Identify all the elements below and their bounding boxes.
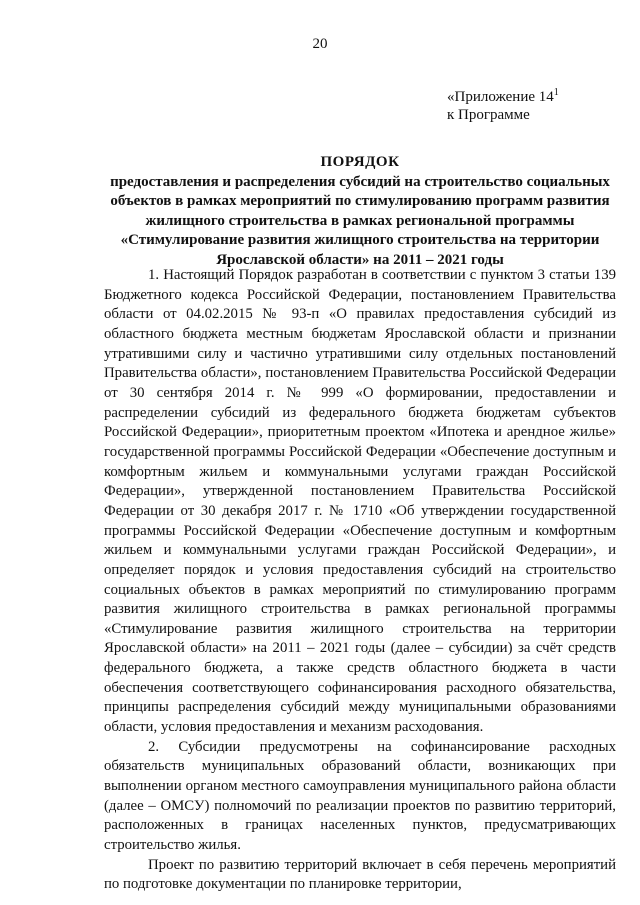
document-heading [104, 153, 616, 270]
appendix-line-1 [447, 88, 559, 106]
appendix-label: «Приложение 14 [447, 89, 554, 105]
paragraph-1: 1. Настоящий Порядок разработан в соответствии с пунктом 3 статьи 139 Бюджетного кодекса Российской Федерации, постановлением Правительства области от 04.02.2015 № 93-п «О правилах предоставления субсидий из областного бюджета местным бюджетам Ярославской области и признании утратившими силу и частично утратившими силу отдельных постановлений Правительства области», постановлением Правительства Российской Федерации от 30 сентября 2014 г. № 999 «О формировании, предоставлении и распределении субсидий из федерального бюджета бюджетам субъектов Российской Федерации», приоритетным проектом «Ипотека и арендное жилье» государственной программы Российской Федерации «Обеспечение доступным и комфортным жильем и коммунальными услугами граждан Российской Федерации», утвержденной постановлением Правительства Российской Федерации от 30 декабря 2017 г. № 1710 «Об утверждении государственной программы Российской Федерации «Обеспечение доступным и комфортным жильем и коммунальными услугами граждан Российской Федерации», и определяет порядок и условия предоставления субсидий на строительство социальных объектов в рамках мероприятий по стимулированию программ развития жилищного строительства в рамках региональной программы «Стимулирование развития жилищного строительства на территории Ярославской области» на 2011 – 2021 годы (далее – субсидии) за счёт средств федерального бюджета, а также средств областного бюджета в части обеспечения соответствующего софинансирования расходного обязательства, принципы распределения субсидий между муниципальными образованиями области, условия предоставления и механизм расходования. [104, 267, 616, 736]
paragraph-2: 2. Субсидии предусмотрены на софинансирование расходных обязательств муниципальных образований области, возникающих при выполнении органом местного самоуправления муниципального района области (далее – ОМСУ) полномочий по реализации проектов по развитию территорий, расположенных в границах населенных пунктов, предусматривающих строительство жилья. [104, 738, 616, 854]
appendix-reference [447, 88, 559, 124]
document-subtitle: предоставления и распределения субсидий на строительство социальных объектов в рамках мероприятий по стимулированию программ развития жилищного строительства в рамках региональной программы «Стимулирование развития жилищного строительства на территории Ярославской области» на 2011 – 2021 годы [110, 173, 610, 268]
appendix-line-2: к Программе [447, 107, 530, 123]
paragraph-3: Проект по развитию территорий включает в себя перечень мероприятий по подготовке документации по планировке территории, [104, 856, 616, 893]
document-title: ПОРЯДОК [320, 154, 400, 170]
page-number: 20 [312, 36, 328, 52]
appendix-superscript: 1 [553, 87, 559, 98]
document-body [104, 266, 616, 895]
